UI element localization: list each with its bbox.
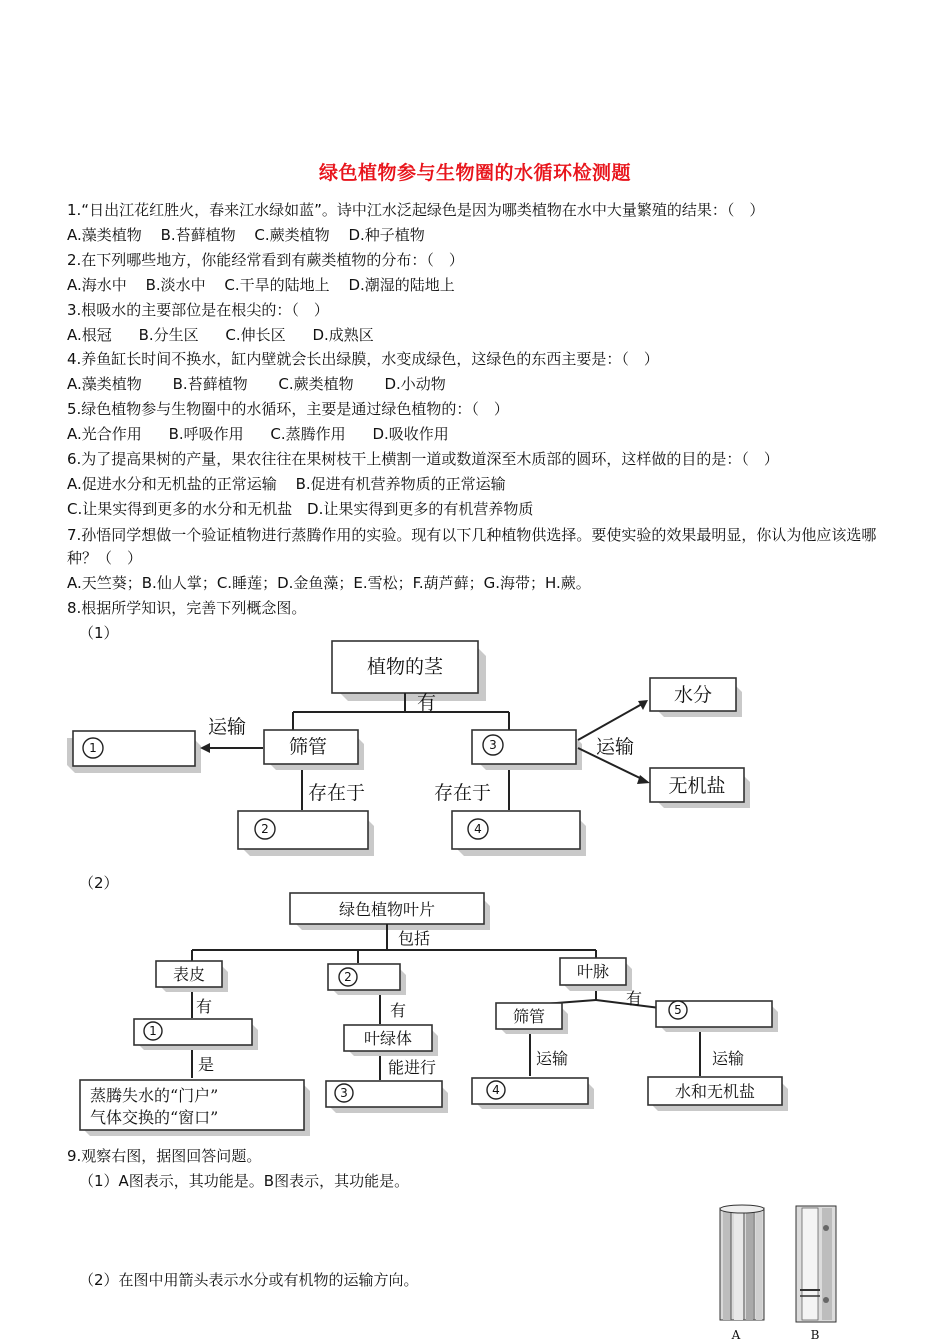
q5-stem: 5.绿色植物参与生物圈中的水循环，主要是通过绿色植物的：（ ） <box>67 400 509 418</box>
d1-water-label: 水分 <box>673 684 713 706</box>
q1-option-b: B.苔藓植物 <box>160 226 236 244</box>
d1-has-label: 有 <box>417 692 437 714</box>
vessel-a-illustration <box>720 1205 764 1320</box>
d2-number-5: 5 <box>674 1003 682 1017</box>
d2-transport2-label: 运输 <box>712 1049 745 1068</box>
d1-number-2: 2 <box>261 822 269 836</box>
d1-transport-left: 运输 <box>208 716 247 738</box>
d1-sieve-label: 筛管 <box>288 736 328 758</box>
q3-stem: 3.根吸水的主要部位是在根尖的：（ ） <box>67 301 329 319</box>
d1-root-label: 植物的茎 <box>366 656 444 678</box>
q7-options: A.天竺葵；B.仙人掌；C.睡莲；D.金鱼藻；E.雪松；F.葫芦藓；G.海带；H.蕨。 <box>67 574 591 592</box>
d2-water-salts-label: 水和无机盐 <box>674 1082 756 1101</box>
d2-is-label: 是 <box>198 1055 215 1074</box>
q4-stem: 4.养鱼缸长时间不换水，缸内壁就会长出绿膜，水变成绿色，这绿色的东西主要是：（ ） <box>67 350 659 368</box>
d2-number-3: 3 <box>340 1086 348 1100</box>
d1-exists-left: 存在于 <box>308 782 366 804</box>
q5-option-b: B.呼吸作用 <box>168 425 244 443</box>
q2-option-a: A.海水中 <box>67 276 127 294</box>
q9-stem: 9.观察右图，据图回答问题。 <box>67 1147 262 1165</box>
q6-option-c: C.让果实得到更多的水分和无机盐 <box>67 500 293 518</box>
q2-option-d: D.潮湿的陆地上 <box>348 276 455 294</box>
d2-includes-label: 包括 <box>398 929 431 948</box>
figure-label-b: B <box>810 1328 820 1342</box>
q4-option-c: C.蕨类植物 <box>278 375 354 393</box>
q3-option-d: D.成熟区 <box>312 326 374 344</box>
q9-sub1: （1）A图表示，其功能是。B图表示，其功能是。 <box>79 1172 410 1190</box>
q1-option-a: A.藻类植物 <box>67 226 142 244</box>
d2-chloroplast-label: 叶绿体 <box>363 1029 413 1048</box>
q8-part2-label: （2） <box>79 874 119 892</box>
q1-option-d: D.种子植物 <box>348 226 425 244</box>
q2-option-c: C.干旱的陆地上 <box>224 276 330 294</box>
d2-stomata-line2: 气体交换的“窗口” <box>90 1108 219 1127</box>
q5-option-a: A.光合作用 <box>67 425 142 443</box>
q8-stem: 8.根据所学知识，完善下列概念图。 <box>67 599 307 617</box>
d1-number-3: 3 <box>489 738 497 752</box>
d2-number-1: 1 <box>149 1024 157 1038</box>
sieve-tube-b-illustration <box>796 1206 836 1322</box>
d1-number-4: 4 <box>474 822 482 836</box>
q2-stem: 2.在下列哪些地方，你能经常看到有蕨类植物的分布：（ ） <box>67 251 464 269</box>
q8-part1-label: （1） <box>79 624 119 642</box>
d1-number-1: 1 <box>89 741 97 755</box>
d2-transport1-label: 运输 <box>536 1049 569 1068</box>
d2-number-4: 4 <box>492 1083 500 1097</box>
q6-option-b: B.促进有机营养物质的正常运输 <box>295 475 506 493</box>
q2-option-b: B.淡水中 <box>145 276 206 294</box>
d2-has1-label: 有 <box>196 997 213 1016</box>
d2-stomata-line1: 蒸腾失水的“门户” <box>90 1086 219 1105</box>
q4-option-b: B.苔藓植物 <box>172 375 248 393</box>
q6-option-a: A.促进水分和无机盐的正常运输 <box>67 475 277 493</box>
d2-has2-label: 有 <box>390 1001 407 1020</box>
d2-root-label: 绿色植物叶片 <box>338 900 436 919</box>
q9-sub2: （2）在图中用箭头表示水分或有机物的运输方向。 <box>79 1271 419 1289</box>
d2-epidermis-label: 表皮 <box>172 965 206 984</box>
d2-has3-label: 有 <box>626 989 643 1008</box>
q1-stem: 1.“日出江花红胜火，春来江水绿如蓝”。诗中江水泛起绿色是因为哪类植物在水中大量繁殖的结果：（ ） <box>67 201 765 219</box>
q3-option-a: A.根冠 <box>67 326 112 344</box>
d1-transport-right: 运输 <box>596 736 635 758</box>
q6-stem: 6.为了提高果树的产量，果农往往在果树枝干上横割一道或数道深至木质部的圆环，这样做的目的是：（ ） <box>67 450 779 468</box>
q7-stem: 7.孙悟同学想做一个验证植物进行蒸腾作用的实验。现有以下几种植物供选择。要使实验的效果最明显，你认为他应该选哪种？（ ） <box>67 526 877 567</box>
d1-exists-right: 存在于 <box>434 782 492 804</box>
q4-option-a: A.藻类植物 <box>67 375 142 393</box>
d2-number-2: 2 <box>344 970 352 984</box>
q1-option-c: C.蕨类植物 <box>254 226 330 244</box>
page-title: 绿色植物参与生物圈的水循环检测题 <box>318 162 631 184</box>
q4-option-d: D.小动物 <box>384 375 446 393</box>
q3-option-b: B.分生区 <box>138 326 199 344</box>
figure-label-a: A <box>731 1328 741 1342</box>
q5-option-c: C.蒸腾作用 <box>270 425 346 443</box>
d2-sieve-label: 筛管 <box>512 1007 546 1026</box>
q6-option-d: D.让果实得到更多的有机营养物质 <box>307 500 534 518</box>
d1-salts-label: 无机盐 <box>668 775 726 797</box>
d2-can-do-label: 能进行 <box>388 1058 437 1077</box>
d2-vein-label: 叶脉 <box>576 962 610 981</box>
q3-option-c: C.伸长区 <box>225 326 286 344</box>
q5-option-d: D.吸收作用 <box>372 425 449 443</box>
